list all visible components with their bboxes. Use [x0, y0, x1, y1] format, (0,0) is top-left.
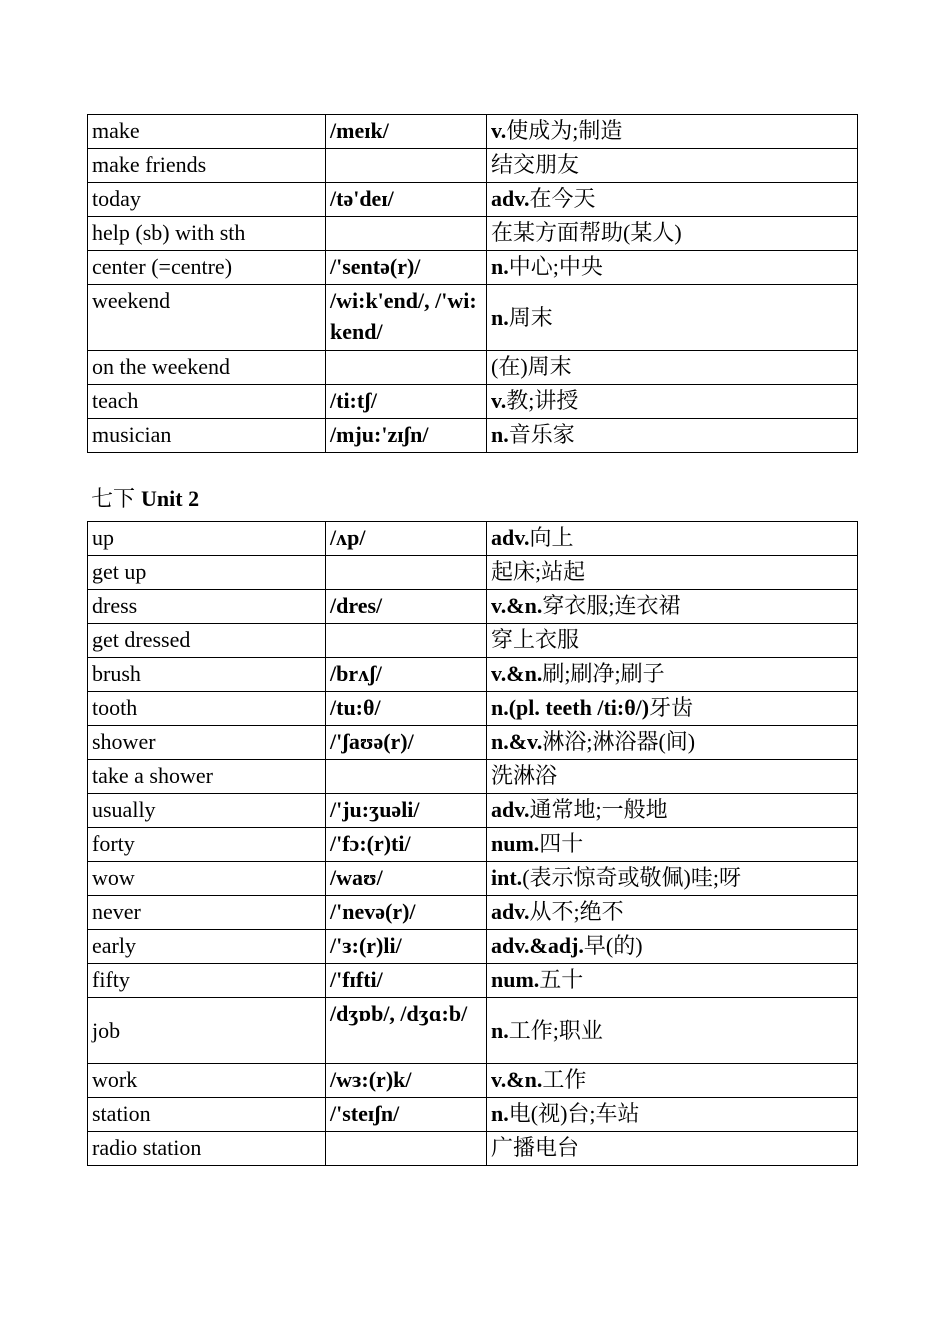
part-of-speech: int.	[491, 865, 523, 890]
meaning-cell	[487, 115, 858, 149]
word-cell: weekend	[88, 285, 326, 351]
part-of-speech: v.	[491, 118, 507, 143]
word-cell: get dressed	[88, 624, 326, 658]
meaning-text: 从不;绝不	[529, 899, 624, 924]
part-of-speech: n.(pl. teeth /ti:θ/)	[491, 695, 650, 720]
part-of-speech: adv.	[491, 797, 530, 822]
meaning-cell	[487, 285, 858, 351]
part-of-speech: v.&n.	[491, 1067, 543, 1092]
table-row	[88, 692, 858, 726]
meaning-text: 牙齿	[649, 695, 694, 720]
table-row	[88, 1098, 858, 1132]
table-row	[88, 862, 858, 896]
meaning-cell	[487, 351, 858, 385]
meaning-cell	[487, 556, 858, 590]
word-cell: teach	[88, 385, 326, 419]
word-cell: brush	[88, 658, 326, 692]
meaning-text: (表示惊奇或敬佩)哇;呀	[522, 865, 741, 890]
meaning-cell	[487, 149, 858, 183]
meaning-cell	[487, 658, 858, 692]
meaning-text: 穿上衣服	[491, 627, 580, 652]
phonetic-cell: /'steɪʃn/	[326, 1098, 487, 1132]
phonetic-cell: /wɜ:(r)k/	[326, 1064, 487, 1098]
phonetic-cell: /'ʃaʊə(r)/	[326, 726, 487, 760]
phonetic-cell: /dʒɒb/, /dʒɑ:b/	[326, 998, 487, 1064]
meaning-text: 电(视)台;车站	[508, 1101, 640, 1126]
meaning-cell	[487, 828, 858, 862]
meaning-cell	[487, 1064, 858, 1098]
part-of-speech: adv.	[491, 525, 530, 550]
meaning-cell	[487, 930, 858, 964]
meaning-text: 淋浴;淋浴器(间)	[542, 729, 696, 754]
table-row	[88, 998, 858, 1064]
word-cell: make	[88, 115, 326, 149]
phonetic-cell	[326, 1132, 487, 1166]
table-row	[88, 115, 858, 149]
meaning-text: (在)周末	[491, 354, 572, 379]
word-cell: today	[88, 183, 326, 217]
unit-heading	[91, 484, 199, 514]
part-of-speech: n.	[491, 254, 509, 279]
table-row	[88, 896, 858, 930]
meaning-text: 四十	[539, 831, 584, 856]
table-row	[88, 828, 858, 862]
part-of-speech: num.	[491, 831, 540, 856]
phonetic-cell: /brʌʃ/	[326, 658, 487, 692]
meaning-cell	[487, 726, 858, 760]
word-cell: early	[88, 930, 326, 964]
part-of-speech: n.	[491, 1101, 509, 1126]
meaning-text: 五十	[539, 967, 584, 992]
word-cell: tooth	[88, 692, 326, 726]
meaning-cell	[487, 1132, 858, 1166]
word-cell: shower	[88, 726, 326, 760]
table-row	[88, 419, 858, 453]
table-row	[88, 964, 858, 998]
word-cell: on the weekend	[88, 351, 326, 385]
unit-name: Unit 2	[141, 486, 200, 511]
phonetic-cell: /mju:'zɪʃn/	[326, 419, 487, 453]
word-cell: work	[88, 1064, 326, 1098]
meaning-text: 音乐家	[508, 422, 575, 447]
meaning-cell	[487, 217, 858, 251]
part-of-speech: n.	[491, 422, 509, 447]
meaning-cell	[487, 964, 858, 998]
vocab-table-unit-1	[87, 114, 858, 453]
table-row	[88, 726, 858, 760]
meaning-text: 穿衣服;连衣裙	[542, 593, 681, 618]
meaning-cell	[487, 419, 858, 453]
meaning-text: 工作	[542, 1067, 587, 1092]
meaning-text: 向上	[529, 525, 574, 550]
vocab-table-body	[88, 115, 858, 453]
meaning-cell	[487, 896, 858, 930]
phonetic-cell: /'ju:ʒuəli/	[326, 794, 487, 828]
meaning-cell	[487, 385, 858, 419]
table-row	[88, 385, 858, 419]
word-cell: forty	[88, 828, 326, 862]
word-cell: radio station	[88, 1132, 326, 1166]
vocab-table-unit-2	[87, 521, 858, 1166]
meaning-cell	[487, 522, 858, 556]
part-of-speech: adv.&adj.	[491, 933, 584, 958]
phonetic-cell: /waʊ/	[326, 862, 487, 896]
vocab-table-body	[88, 522, 858, 1166]
part-of-speech: v.&n.	[491, 661, 543, 686]
part-of-speech: num.	[491, 967, 540, 992]
phonetic-cell: /'sentə(r)/	[326, 251, 487, 285]
meaning-text: 在某方面帮助(某人)	[491, 220, 682, 245]
word-cell: center (=centre)	[88, 251, 326, 285]
table-row	[88, 285, 858, 351]
grade-label: 七下	[91, 486, 136, 511]
meaning-text: 工作;职业	[508, 1017, 603, 1043]
table-row	[88, 1132, 858, 1166]
word-cell: never	[88, 896, 326, 930]
meaning-cell	[487, 183, 858, 217]
phonetic-cell: /wi:k'end/, /'wi:kend/	[326, 285, 487, 351]
meaning-text: 使成为;制造	[506, 118, 623, 143]
phonetic-cell: /meɪk/	[326, 115, 487, 149]
word-cell: musician	[88, 419, 326, 453]
word-cell: dress	[88, 590, 326, 624]
part-of-speech: v.&n.	[491, 593, 543, 618]
table-row	[88, 149, 858, 183]
meaning-text: 结交朋友	[491, 152, 580, 177]
table-row	[88, 251, 858, 285]
meaning-cell	[487, 794, 858, 828]
phonetic-cell	[326, 217, 487, 251]
part-of-speech: adv.	[491, 186, 530, 211]
meaning-cell	[487, 760, 858, 794]
part-of-speech: adv.	[491, 899, 530, 924]
table-row	[88, 624, 858, 658]
word-cell: make friends	[88, 149, 326, 183]
table-row	[88, 351, 858, 385]
phonetic-cell: /ʌp/	[326, 522, 487, 556]
word-cell: up	[88, 522, 326, 556]
word-cell: get up	[88, 556, 326, 590]
meaning-text: 教;讲授	[506, 388, 579, 413]
meaning-cell	[487, 590, 858, 624]
table-row	[88, 1064, 858, 1098]
part-of-speech: n.	[491, 304, 509, 330]
meaning-text: 通常地;一般地	[529, 797, 668, 822]
meaning-text: 中心;中央	[508, 254, 603, 279]
table-row	[88, 590, 858, 624]
table-row	[88, 556, 858, 590]
phonetic-cell: /tu:θ/	[326, 692, 487, 726]
meaning-text: 在今天	[529, 186, 596, 211]
word-cell: job	[88, 998, 326, 1064]
word-cell: fifty	[88, 964, 326, 998]
phonetic-cell	[326, 351, 487, 385]
phonetic-cell: /ti:tʃ/	[326, 385, 487, 419]
meaning-text: 洗淋浴	[491, 763, 558, 788]
phonetic-cell	[326, 149, 487, 183]
phonetic-cell: /tə'deɪ/	[326, 183, 487, 217]
meaning-cell	[487, 251, 858, 285]
phonetic-cell: /'ɜ:(r)li/	[326, 930, 487, 964]
meaning-cell	[487, 692, 858, 726]
word-cell: wow	[88, 862, 326, 896]
part-of-speech: n.&v.	[491, 729, 543, 754]
word-cell: usually	[88, 794, 326, 828]
meaning-cell	[487, 862, 858, 896]
part-of-speech: n.	[491, 1017, 509, 1043]
meaning-text: 早(的)	[583, 933, 643, 958]
word-cell: station	[88, 1098, 326, 1132]
meaning-text: 周末	[508, 304, 553, 330]
word-cell: take a shower	[88, 760, 326, 794]
table-row	[88, 522, 858, 556]
phonetic-cell	[326, 556, 487, 590]
meaning-text: 起床;站起	[491, 559, 586, 584]
phonetic-cell: /dres/	[326, 590, 487, 624]
phonetic-cell	[326, 760, 487, 794]
meaning-text: 刷;刷净;刷子	[542, 661, 665, 686]
meaning-cell	[487, 624, 858, 658]
table-row	[88, 183, 858, 217]
table-row	[88, 760, 858, 794]
table-row	[88, 217, 858, 251]
meaning-cell	[487, 998, 858, 1064]
phonetic-cell: /'fɔ:(r)ti/	[326, 828, 487, 862]
table-row	[88, 930, 858, 964]
meaning-text: 广播电台	[491, 1135, 580, 1160]
table-row	[88, 794, 858, 828]
phonetic-cell	[326, 624, 487, 658]
word-cell: help (sb) with sth	[88, 217, 326, 251]
table-row	[88, 658, 858, 692]
phonetic-cell: /'fɪfti/	[326, 964, 487, 998]
part-of-speech: v.	[491, 388, 507, 413]
meaning-cell	[487, 1098, 858, 1132]
phonetic-cell: /'nevə(r)/	[326, 896, 487, 930]
